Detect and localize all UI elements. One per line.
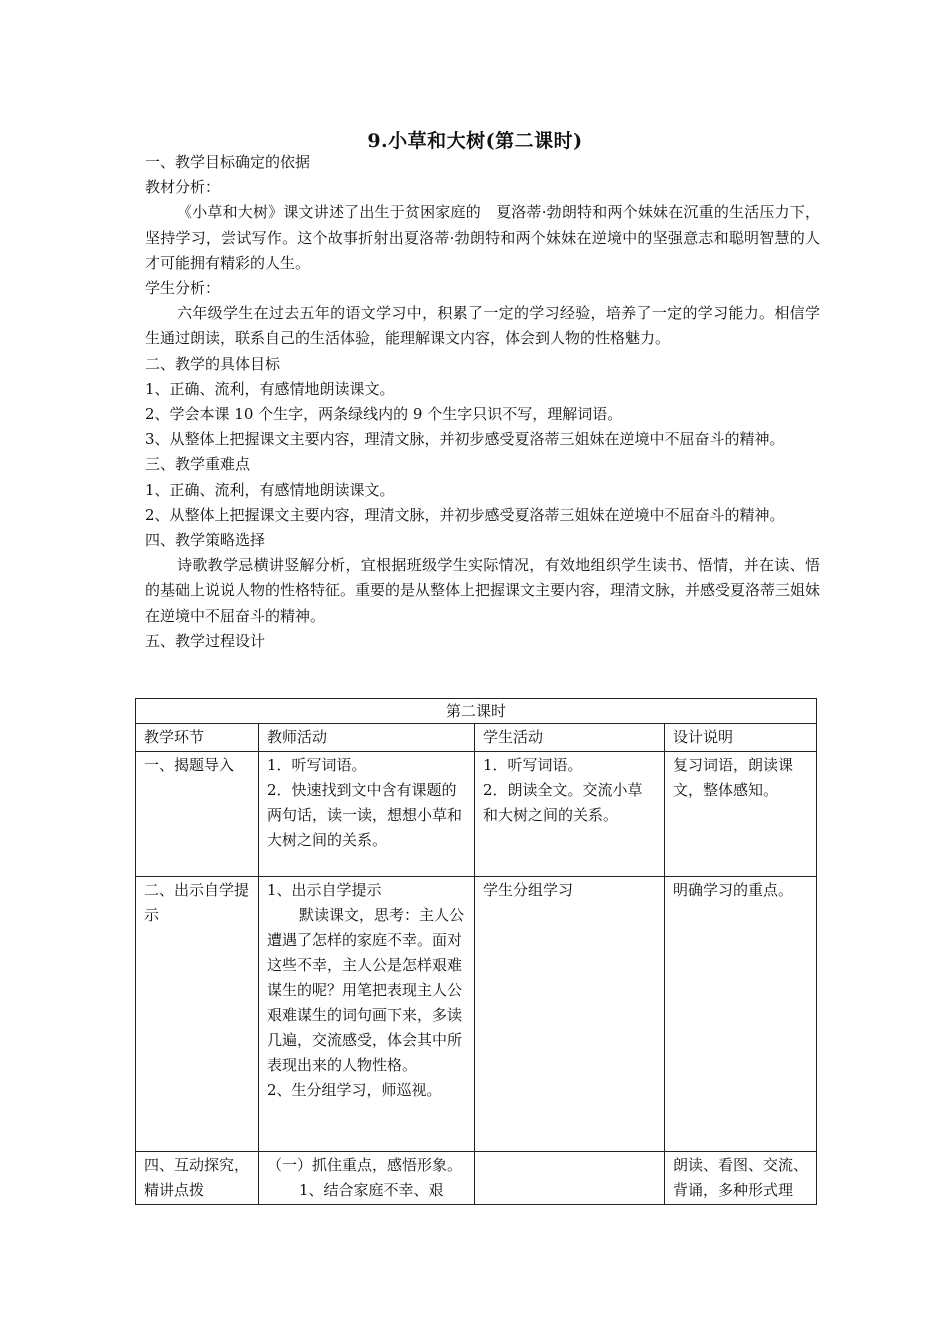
teacher-line: 1、结合家庭不幸、艰 bbox=[299, 1181, 444, 1199]
teacher-line: 默读课文，思考：主人公遭遇了怎样的家庭不幸。面对这些不幸，主人公是怎样艰难谋生的呢？用笔把表现主人公艰难谋生的词句画下来，多读几遍，交流感受，体会其中所表现出来的人物性格。 bbox=[267, 906, 465, 1074]
student-cell bbox=[475, 1152, 665, 1205]
paragraph-material: 《小草和大树》课文讲述了出生于贫困家庭的 夏洛蒂·勃朗特和两个妹妹在沉重的生活压力下，坚持学习，尝试写作。这个故事折射出夏洛蒂·勃朗特和两个妹妹在逆境中的坚强意志和聪明智慧的人才可能拥有精彩的人生。 bbox=[145, 203, 820, 272]
note-cell: 复习词语，朗读课文，整体感知。 bbox=[665, 752, 817, 877]
session-label: 第二课时 bbox=[136, 699, 817, 724]
paragraph-strategy: 诗歌教学忌横讲竖解分析，宜根据班级学生实际情况，有效地组织学生读书、悟情，并在读、悟的基础上说说人物的性格特征。重要的是从整体上把握课文主要内容，理清文脉，并感受夏洛蒂三姐妹在逆境中不屈奋斗的精神。 bbox=[145, 556, 821, 625]
paragraph-student: 六年级学生在过去五年的语文学习中，积累了一定的学习经验，培养了一定的学习能力。相信学生通过朗读，联系自己的生活体验，能理解课文内容，体会到人物的性格魅力。 bbox=[145, 304, 820, 348]
key-point-2: 2、从整体上把握课文主要内容，理清文脉，并初步感受夏洛蒂三姐妹在逆境中不屈奋斗的精神。 bbox=[145, 505, 785, 524]
lesson-plan-table bbox=[135, 698, 817, 1205]
document-body bbox=[145, 150, 820, 654]
section-heading-strategy: 四、教学策略选择 bbox=[145, 531, 266, 550]
table-header-row bbox=[136, 724, 817, 752]
note-cell: 明确学习的重点。 bbox=[665, 877, 817, 1152]
table-row bbox=[136, 1152, 817, 1205]
teacher-cell bbox=[259, 752, 475, 877]
section-heading-key-points: 三、教学重难点 bbox=[145, 455, 251, 474]
student-line: 1．听写词语。 bbox=[483, 756, 583, 774]
header-student: 学生活动 bbox=[475, 724, 665, 752]
table-session-row bbox=[136, 699, 817, 724]
teacher-line: 1、出示自学提示 bbox=[267, 881, 382, 899]
teacher-line: 2．快速找到文中含有课题的两句话，读一读，想想小草和大树之间的关系。 bbox=[267, 781, 463, 849]
goal-item-3: 3、从整体上把握课文主要内容，理清文脉，并初步感受夏洛蒂三姐妹在逆境中不屈奋斗的精神。 bbox=[145, 430, 785, 449]
table-row bbox=[136, 752, 817, 877]
subheading-material: 教材分析： bbox=[145, 178, 221, 197]
key-point-1: 1、正确、流利，有感情地朗读课文。 bbox=[145, 480, 395, 499]
student-line: 2．朗读全文。交流小草和大树之间的关系。 bbox=[483, 781, 643, 824]
student-line: 学生分组学习 bbox=[483, 881, 574, 899]
teacher-line: （一）抓住重点，感悟形象。 bbox=[267, 1156, 463, 1174]
header-note: 设计说明 bbox=[665, 724, 817, 752]
stage-cell: 四、互动探究，精讲点拨 bbox=[136, 1152, 259, 1205]
stage-cell: 一、揭题导入 bbox=[136, 752, 259, 877]
header-teacher: 教师活动 bbox=[259, 724, 475, 752]
teacher-line: 2、生分组学习，师巡视。 bbox=[267, 1081, 442, 1099]
note-cell: 朗读、看图、交流、背诵，多种形式理 bbox=[665, 1152, 817, 1205]
student-cell bbox=[475, 877, 665, 1152]
teacher-line: 1．听写词语。 bbox=[267, 756, 367, 774]
section-heading-goals: 二、教学的具体目标 bbox=[145, 354, 281, 373]
header-stage: 教学环节 bbox=[136, 724, 259, 752]
section-heading-basis: 一、教学目标确定的依据 bbox=[145, 153, 311, 171]
subheading-student: 学生分析： bbox=[145, 279, 221, 298]
goal-item-1: 1、正确、流利，有感情地朗读课文。 bbox=[145, 379, 395, 398]
teacher-cell bbox=[259, 877, 475, 1152]
table-row bbox=[136, 877, 817, 1152]
stage-cell: 二、出示自学提示 bbox=[136, 877, 259, 1152]
goal-item-2: 2、学会本课 10 个生字，两条绿线内的 9 个生字只识不写，理解词语。 bbox=[145, 405, 623, 424]
student-cell bbox=[475, 752, 665, 877]
section-heading-process: 五、教学过程设计 bbox=[145, 631, 266, 650]
teacher-cell bbox=[259, 1152, 475, 1205]
document-title: 9.小草和大树(第二课时) bbox=[367, 130, 583, 152]
